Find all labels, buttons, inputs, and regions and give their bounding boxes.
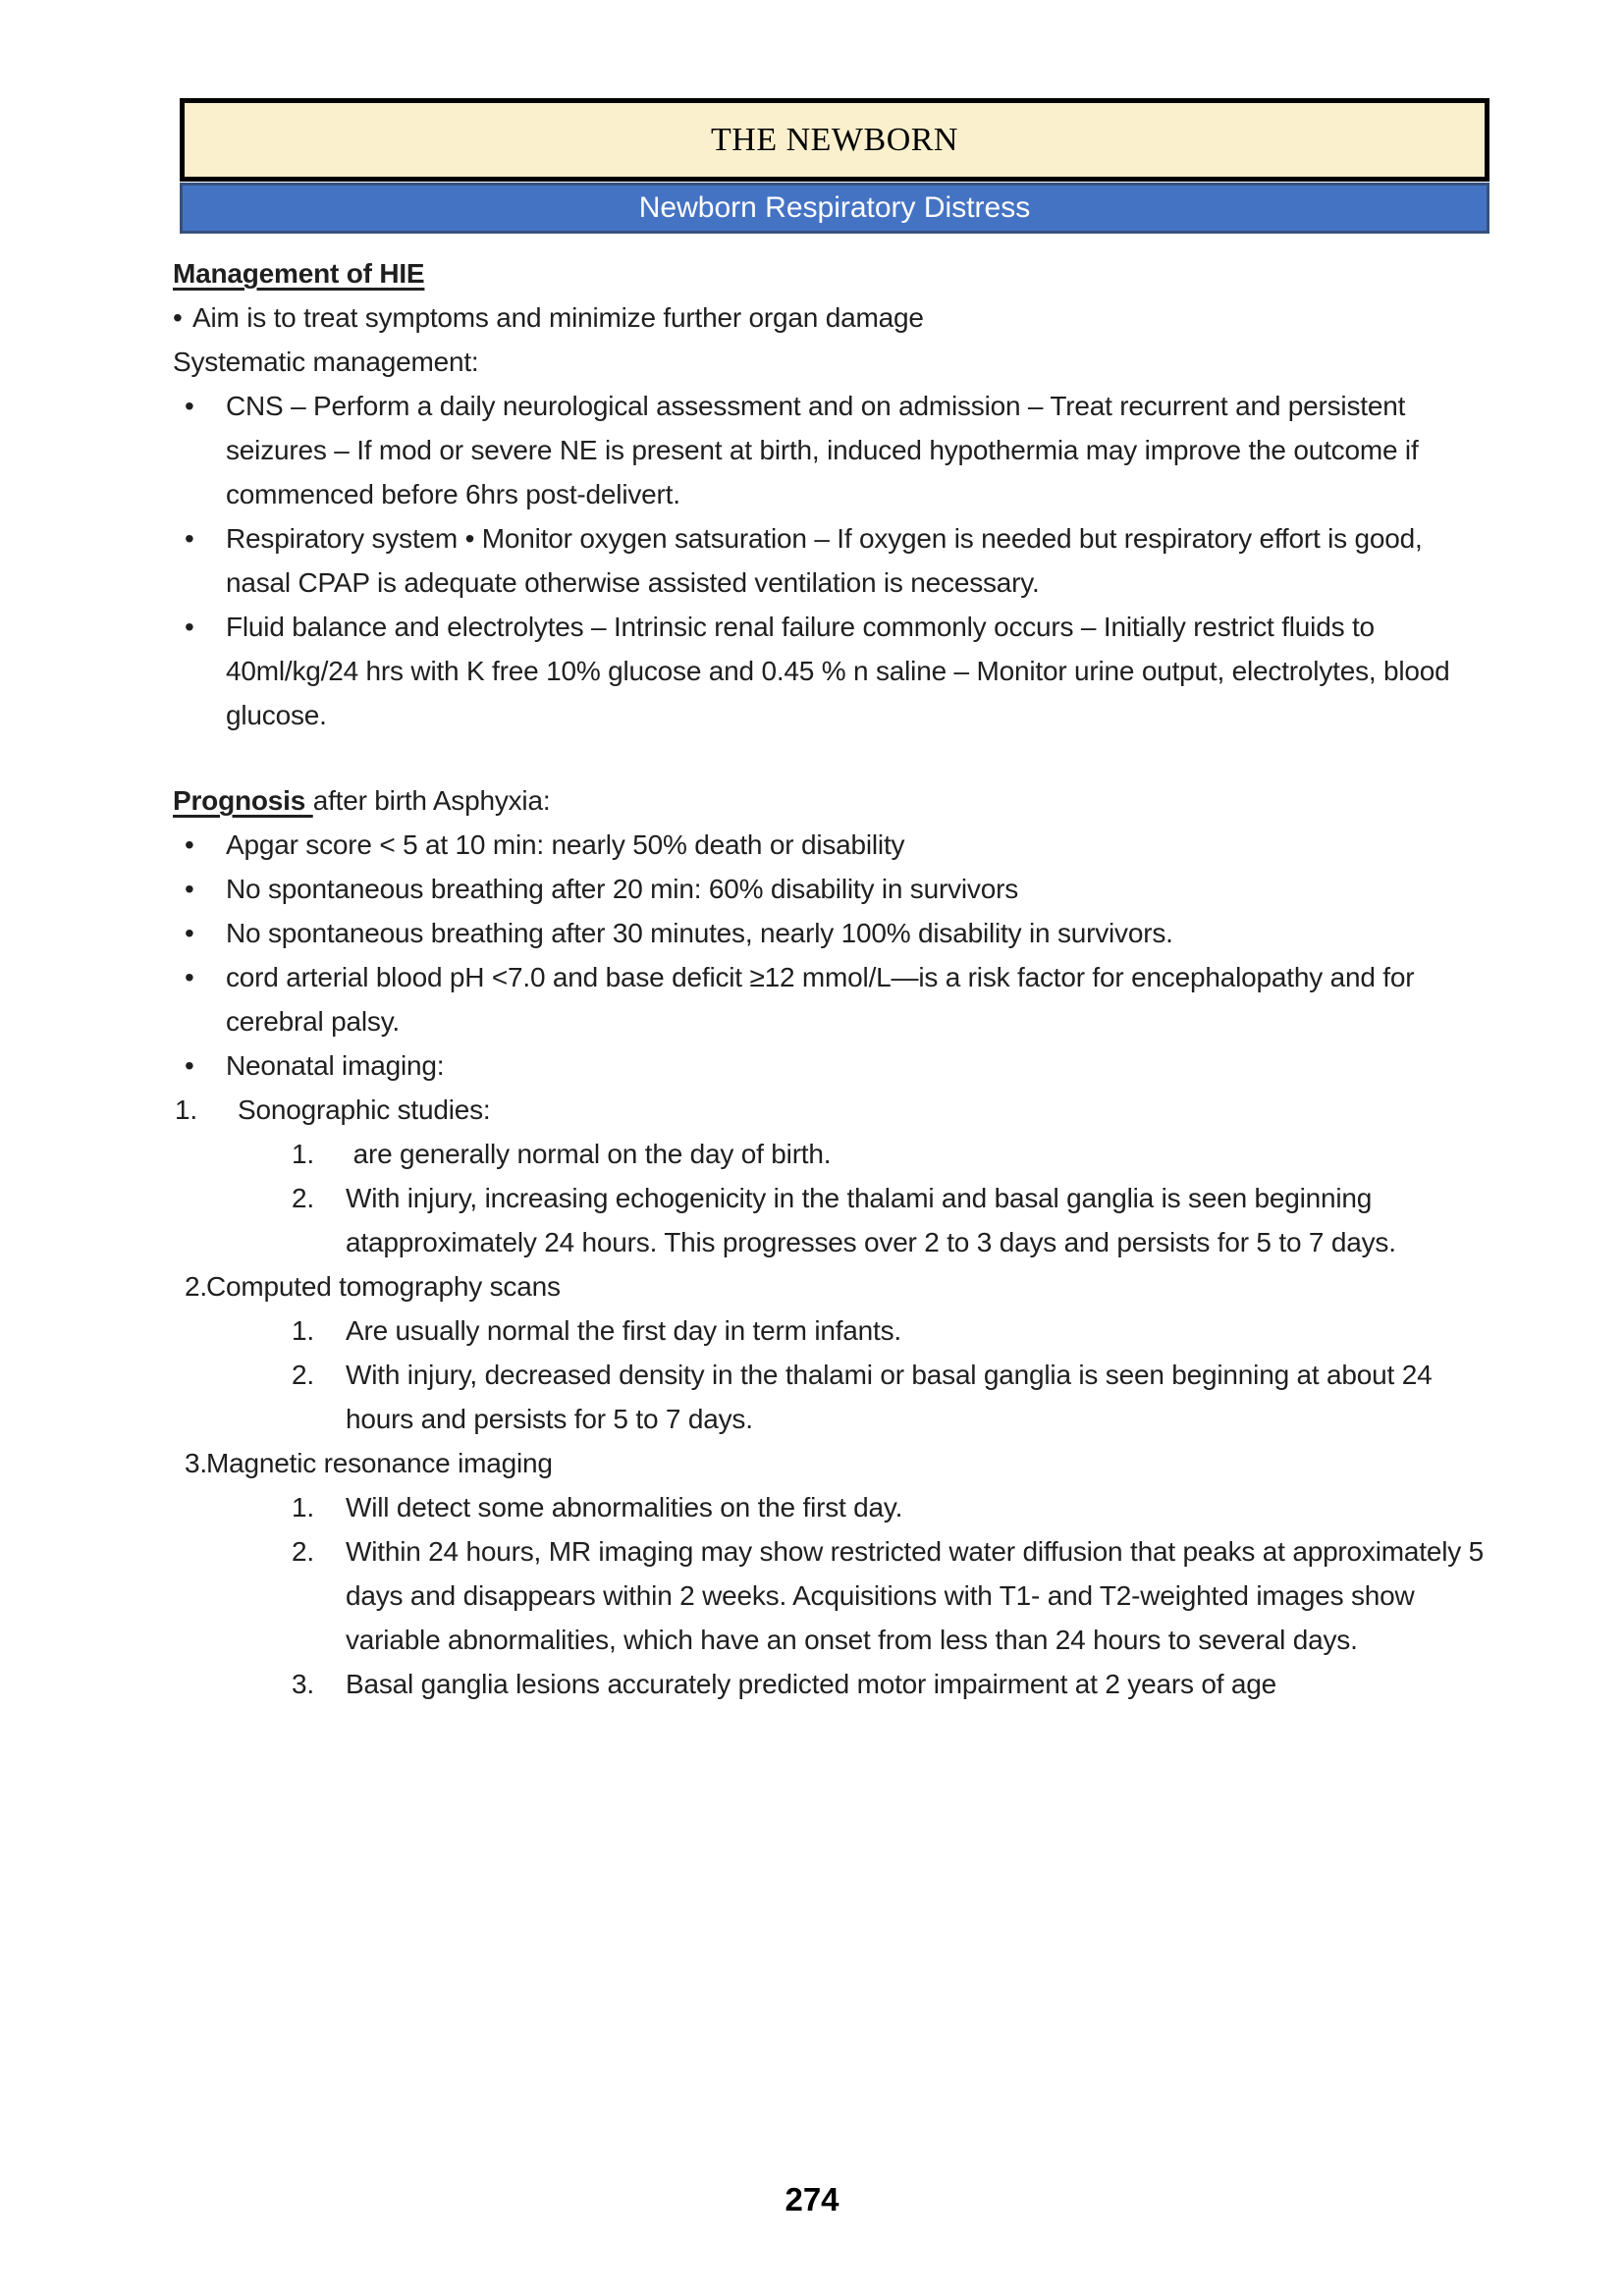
prognosis-bullet-apgar xyxy=(185,823,1493,867)
sub-item-text: Basal ganglia lesions accurately predicted motor impairment at 2 years of age xyxy=(346,1669,1276,1699)
prognosis-bullet-20min-text: No spontaneous breathing after 20 min: 60% disability in survivors xyxy=(226,874,1019,904)
sub-item-text: Are usually normal the first day in term infants. xyxy=(346,1315,901,1346)
sub-item xyxy=(292,1176,1493,1264)
sub-item xyxy=(292,1485,1493,1529)
section-spacer xyxy=(173,737,1493,778)
numbered-item-mri-title: Magnetic resonance imaging xyxy=(206,1448,553,1478)
prognosis-heading-rest: after birth Asphyxia: xyxy=(312,785,551,816)
bullet-glyph: • xyxy=(185,874,194,904)
management-bullet-cns-text: CNS – Perform a daily neurological assessment and on admission – Treat recurrent and persistent seizures – If mod or severe NE is present at birth, induced hypothermia may improve the outcome if commenced before 6hrs post-delivert. xyxy=(226,391,1427,509)
numbered-item-ct xyxy=(185,1264,1493,1308)
bullet-glyph: • xyxy=(185,918,194,948)
bullet-glyph: • xyxy=(173,302,183,333)
sub-item-text: are generally normal on the day of birth. xyxy=(346,1139,832,1169)
bullet-glyph: • xyxy=(185,962,194,992)
prognosis-bullet-30min xyxy=(185,911,1493,955)
numbered-item-mri xyxy=(185,1441,1493,1485)
management-aim-text: Aim is to treat symptoms and minimize further organ damage xyxy=(192,302,924,333)
management-bullet-fluid xyxy=(185,605,1493,737)
chapter-title-bar xyxy=(180,98,1489,182)
management-heading xyxy=(173,251,1493,295)
chapter-title: THE NEWBORN xyxy=(711,121,958,158)
management-bullet-cns xyxy=(185,384,1493,516)
sub-item-text: With injury, increasing echogenicity in the thalami and basal ganglia is seen beginning atapproximately 24 hours. This progresses over 2 to 3 days and persists for 5 to 7 days. xyxy=(346,1183,1396,1257)
page-number: 274 xyxy=(785,2181,839,2217)
list-number: 2. xyxy=(292,1536,314,1567)
bullet-glyph: • xyxy=(185,523,194,554)
list-number: 1. xyxy=(292,1139,314,1169)
list-number: 2. xyxy=(185,1271,207,1302)
list-number: 1. xyxy=(292,1492,314,1522)
bullet-glyph: • xyxy=(185,1050,194,1081)
prognosis-bullet-neonatal-imaging xyxy=(185,1043,1493,1088)
list-number: 1. xyxy=(292,1315,314,1346)
list-number: 1. xyxy=(175,1095,197,1125)
section-title: Newborn Respiratory Distress xyxy=(638,191,1031,224)
sub-item xyxy=(292,1353,1493,1441)
prognosis-bullet-cord-ph-text: cord arterial blood pH <7.0 and base deficit ≥12 mmol/L—is a risk factor for encephalopathy and for cerebral palsy. xyxy=(226,962,1422,1037)
prognosis-bullet-neonatal-imaging-text: Neonatal imaging: xyxy=(226,1050,445,1081)
page-header xyxy=(180,98,1489,234)
bullet-glyph: • xyxy=(185,829,194,860)
prognosis-bullet-cord-ph xyxy=(185,955,1493,1043)
sub-item-text: With injury, decreased density in the thalami or basal ganglia is seen beginning at about 24 hours and persists for 5 to 7 days. xyxy=(346,1360,1440,1434)
sub-item xyxy=(292,1308,1493,1353)
prognosis-bullet-30min-text: No spontaneous breathing after 30 minutes, nearly 100% disability in survivors. xyxy=(226,918,1173,948)
management-bullet-fluid-text: Fluid balance and electrolytes – Intrinsic renal failure commonly occurs – Initially restrict fluids to 40ml/kg/24 hrs with K free 10% glucose and 0.45 % n saline – Monitor urine output, electrolytes, blood glucose. xyxy=(226,612,1458,730)
management-bullet-respiratory-text: Respiratory system • Monitor oxygen satsuration – If oxygen is needed but respiratory effort is good, nasal CPAP is adequate otherwise assisted ventilation is necessary. xyxy=(226,523,1431,598)
bullet-glyph: • xyxy=(185,612,194,642)
sub-item-text: Within 24 hours, MR imaging may show restricted water diffusion that peaks at approximately 5 days and disappears within 2 weeks. Acquisitions with T1- and T2-weighted images show variable abnormalities, which have an onset from less than 24 hours to several days. xyxy=(346,1536,1491,1655)
sub-item xyxy=(292,1529,1493,1662)
section-title-bar xyxy=(180,183,1489,234)
page-content xyxy=(173,251,1493,1706)
list-number: 3. xyxy=(185,1448,207,1478)
bullet-glyph: • xyxy=(185,391,194,421)
numbered-item-sonographic xyxy=(175,1088,1493,1132)
numbered-item-sonographic-title: Sonographic studies: xyxy=(238,1095,491,1125)
list-number: 2. xyxy=(292,1183,314,1213)
prognosis-bullet-apgar-text: Apgar score < 5 at 10 min: nearly 50% death or disability xyxy=(226,829,905,860)
sub-item-text: Will detect some abnormalities on the first day. xyxy=(346,1492,903,1522)
management-bullet-respiratory xyxy=(185,516,1493,605)
list-number: 3. xyxy=(292,1669,314,1699)
prognosis-heading xyxy=(173,778,1493,823)
prognosis-heading-bold: Prognosis xyxy=(173,785,313,816)
prognosis-bullet-20min xyxy=(185,867,1493,911)
management-aim-bullet xyxy=(173,295,1493,340)
management-heading-text: Management of HIE xyxy=(173,258,425,289)
sub-item xyxy=(292,1132,1493,1176)
sub-item xyxy=(292,1662,1493,1706)
systematic-management-label: Systematic management: xyxy=(173,347,479,377)
list-number: 2. xyxy=(292,1360,314,1390)
numbered-item-ct-title: Computed tomography scans xyxy=(206,1271,561,1302)
